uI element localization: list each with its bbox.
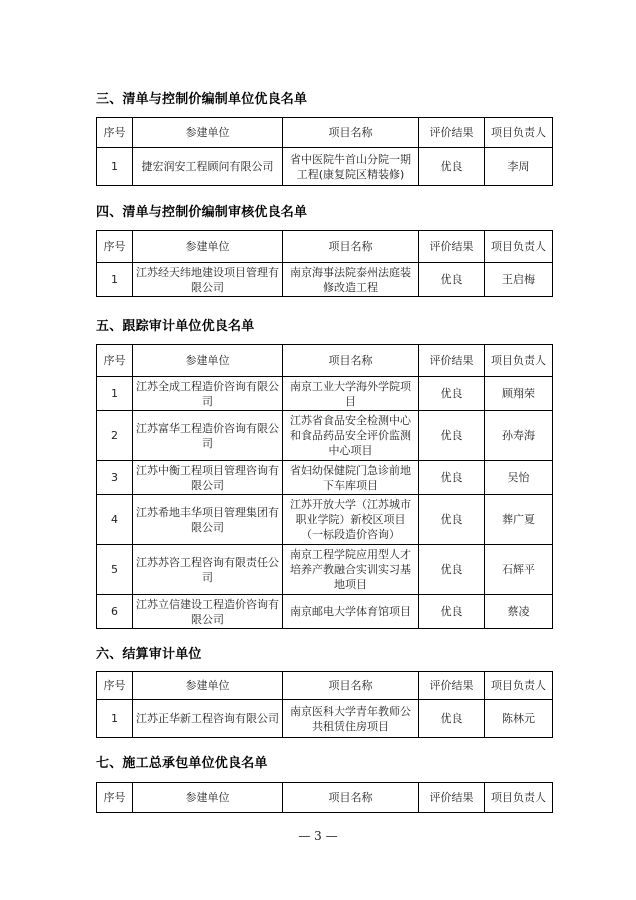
project-header: 项目名称 bbox=[283, 672, 419, 700]
leader-header: 项目负责人 bbox=[485, 118, 553, 148]
cell-unit: 江苏立信建设工程造价咨询有限公司 bbox=[133, 595, 283, 629]
table-header-row bbox=[97, 118, 553, 148]
cell-leader: 葬广夏 bbox=[485, 495, 553, 545]
cell-seq: 1 bbox=[97, 263, 133, 297]
cell-result: 优良 bbox=[419, 263, 485, 297]
evaluation-table bbox=[96, 782, 553, 813]
leader-header: 项目负责人 bbox=[485, 783, 553, 813]
table-row bbox=[97, 700, 553, 738]
project-header: 项目名称 bbox=[283, 345, 419, 377]
unit-header: 参建单位 bbox=[133, 345, 283, 377]
cell-unit: 江苏中衡工程项目管理咨询有限公司 bbox=[133, 461, 283, 495]
cell-unit: 江苏全成工程造价咨询有限公司 bbox=[133, 377, 283, 411]
cell-result: 优良 bbox=[419, 595, 485, 629]
cell-result: 优良 bbox=[419, 495, 485, 545]
cell-project: 省中医院牛首山分院一期工程(康复院区精装修) bbox=[283, 148, 419, 186]
result-header: 评价结果 bbox=[419, 118, 485, 148]
section-heading: 四、清单与控制价编制审核优良名单 bbox=[96, 205, 308, 220]
cell-seq: 1 bbox=[97, 148, 133, 186]
table-row bbox=[97, 545, 553, 595]
table-row bbox=[97, 461, 553, 495]
table-row bbox=[97, 148, 553, 186]
cell-seq: 2 bbox=[97, 411, 133, 461]
cell-seq: 1 bbox=[97, 700, 133, 738]
page-number: — 3 — bbox=[298, 829, 338, 843]
section-heading: 六、结算审计单位 bbox=[96, 647, 202, 662]
leader-header: 项目负责人 bbox=[485, 672, 553, 700]
cell-unit: 江苏富华工程造价咨询有限公司 bbox=[133, 411, 283, 461]
cell-project: 南京工程学院应用型人才培养产教融合实训实习基地项目 bbox=[283, 545, 419, 595]
seq-header: 序号 bbox=[97, 118, 133, 148]
section-heading: 七、施工总承包单位优良名单 bbox=[96, 756, 268, 771]
section-table-wrapper bbox=[96, 671, 552, 738]
unit-header: 参建单位 bbox=[133, 231, 283, 263]
evaluation-table bbox=[96, 117, 553, 186]
cell-project: 南京工业大学海外学院项目 bbox=[283, 377, 419, 411]
cell-leader: 石辉平 bbox=[485, 545, 553, 595]
leader-header: 项目负责人 bbox=[485, 231, 553, 263]
seq-header: 序号 bbox=[97, 231, 133, 263]
section-table-wrapper bbox=[96, 230, 552, 297]
section-heading: 五、跟踪审计单位优良名单 bbox=[96, 319, 255, 334]
cell-leader: 孙寿海 bbox=[485, 411, 553, 461]
cell-unit: 捷宏润安工程顾问有限公司 bbox=[133, 148, 283, 186]
cell-seq: 6 bbox=[97, 595, 133, 629]
cell-project: 省妇幼保健院门急诊前地下车库项目 bbox=[283, 461, 419, 495]
section-table-wrapper bbox=[96, 782, 552, 813]
result-header: 评价结果 bbox=[419, 783, 485, 813]
cell-seq: 3 bbox=[97, 461, 133, 495]
seq-header: 序号 bbox=[97, 783, 133, 813]
unit-header: 参建单位 bbox=[133, 118, 283, 148]
cell-project: 南京海事法院泰州法庭装修改造工程 bbox=[283, 263, 419, 297]
cell-unit: 江苏希地丰华项目管理集团有限公司 bbox=[133, 495, 283, 545]
cell-project: 江苏开放大学（江苏城市职业学院）新校区项目（一标段造价咨询） bbox=[283, 495, 419, 545]
cell-project: 南京医科大学青年教师公共租赁住房项目 bbox=[283, 700, 419, 738]
project-header: 项目名称 bbox=[283, 783, 419, 813]
table-header-row bbox=[97, 672, 553, 700]
cell-leader: 李周 bbox=[485, 148, 553, 186]
cell-result: 优良 bbox=[419, 377, 485, 411]
result-header: 评价结果 bbox=[419, 231, 485, 263]
table-header-row bbox=[97, 345, 553, 377]
leader-header: 项目负责人 bbox=[485, 345, 553, 377]
table-header-row bbox=[97, 783, 553, 813]
unit-header: 参建单位 bbox=[133, 783, 283, 813]
seq-header: 序号 bbox=[97, 345, 133, 377]
table-row bbox=[97, 595, 553, 629]
cell-seq: 4 bbox=[97, 495, 133, 545]
cell-leader: 吴怡 bbox=[485, 461, 553, 495]
cell-project: 南京邮电大学体育馆项目 bbox=[283, 595, 419, 629]
table-row bbox=[97, 495, 553, 545]
table-row bbox=[97, 411, 553, 461]
cell-leader: 陈林元 bbox=[485, 700, 553, 738]
cell-project: 江苏省食品安全检测中心和食品药品安全评价监测中心项目 bbox=[283, 411, 419, 461]
unit-header: 参建单位 bbox=[133, 672, 283, 700]
project-header: 项目名称 bbox=[283, 231, 419, 263]
table-row bbox=[97, 377, 553, 411]
section-table-wrapper bbox=[96, 117, 552, 186]
result-header: 评价结果 bbox=[419, 672, 485, 700]
project-header: 项目名称 bbox=[283, 118, 419, 148]
evaluation-table bbox=[96, 344, 553, 629]
cell-unit: 江苏苏咨工程咨询有限责任公司 bbox=[133, 545, 283, 595]
evaluation-table bbox=[96, 230, 553, 297]
cell-unit: 江苏经天纬地建设项目管理有限公司 bbox=[133, 263, 283, 297]
cell-result: 优良 bbox=[419, 411, 485, 461]
cell-result: 优良 bbox=[419, 545, 485, 595]
cell-result: 优良 bbox=[419, 461, 485, 495]
cell-result: 优良 bbox=[419, 700, 485, 738]
section-table-wrapper bbox=[96, 344, 552, 629]
cell-leader: 顾翔荣 bbox=[485, 377, 553, 411]
evaluation-table bbox=[96, 671, 553, 738]
cell-leader: 王启梅 bbox=[485, 263, 553, 297]
table-header-row bbox=[97, 231, 553, 263]
section-heading: 三、清单与控制价编制单位优良名单 bbox=[96, 92, 308, 107]
cell-unit: 江苏正华新工程咨询有限公司 bbox=[133, 700, 283, 738]
cell-seq: 1 bbox=[97, 377, 133, 411]
cell-leader: 蔡凌 bbox=[485, 595, 553, 629]
cell-result: 优良 bbox=[419, 148, 485, 186]
cell-seq: 5 bbox=[97, 545, 133, 595]
table-row bbox=[97, 263, 553, 297]
result-header: 评价结果 bbox=[419, 345, 485, 377]
seq-header: 序号 bbox=[97, 672, 133, 700]
